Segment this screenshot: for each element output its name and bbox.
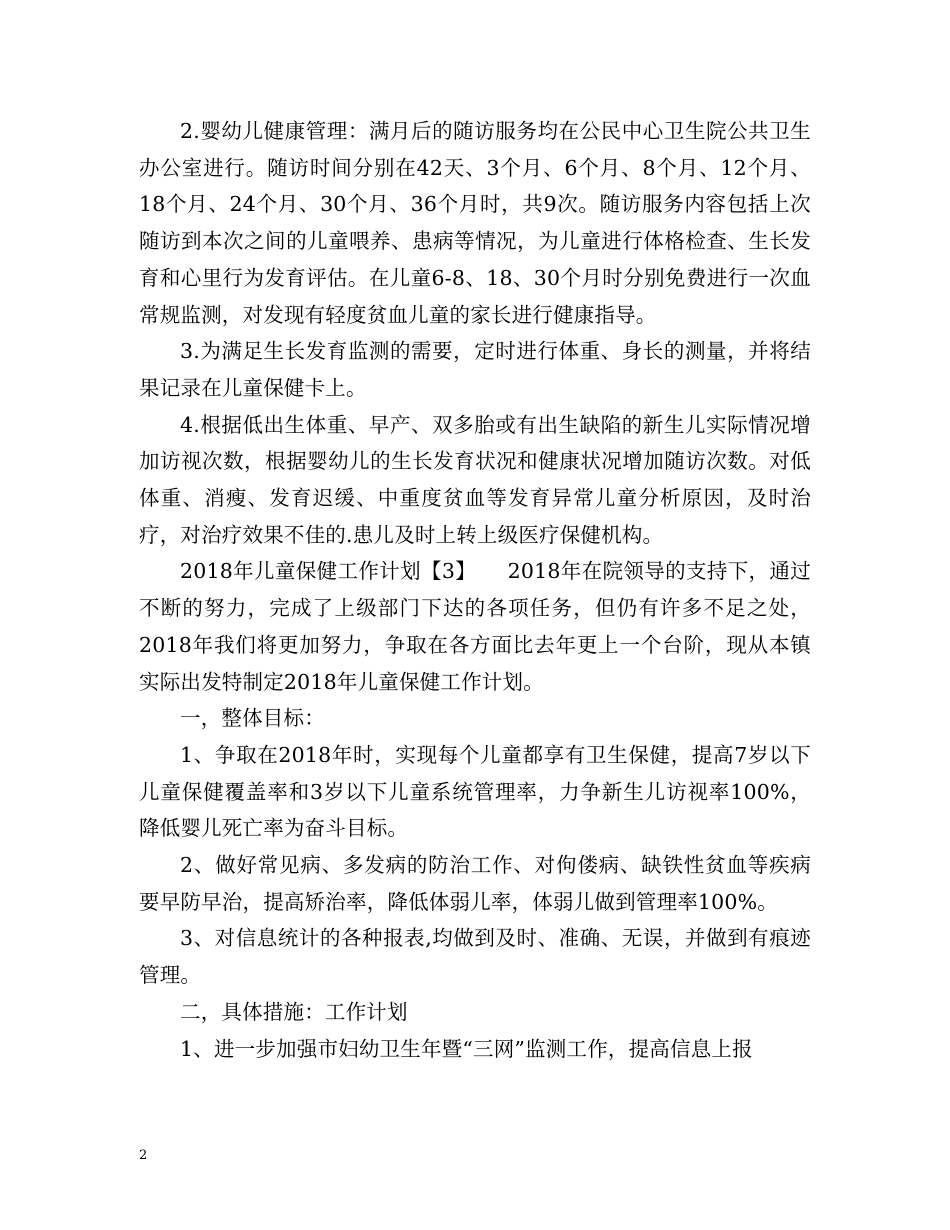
paragraph-goal-2: 2、做好常见病、多发病的防治工作、对佝偻病、缺铁性贫血等疾病要早防早治，提高矫治率，降低体弱儿率，体弱儿做到管理率100%。: [139, 853, 811, 914]
paragraph-plan-intro: 2018年儿童保健工作计划【3】 2018年在院领导的支持下，通过不断的努力，完成了上级部门下达的各项任务，但仍有许多不足之处，2018年我们将更加努力，争取在各方面比去年更上一个台阶，现从本镇实际出发特制定2018年儿童保健工作计划。: [139, 559, 811, 694]
paragraph-growth-monitoring: 3.为满足生长发育监测的需要，定时进行体重、身长的测量，并将结果记录在儿童保健卡上。: [139, 339, 811, 400]
heading-overall-goals: 一，整体目标：: [180, 706, 325, 731]
paragraph-measure-1: 1、进一步加强市妇幼卫生年暨“三网”监测工作，提高信息上报: [180, 1036, 753, 1061]
heading-specific-measures: 二，具体措施：工作计划: [180, 999, 408, 1024]
paragraph-additional-visits: 4.根据低出生体重、早产、双多胎或有出生缺陷的新生儿实际情况增加访视次数，根据婴幼儿的生长发育状况和健康状况增加随访次数。对低体重、消瘦、发育迟缓、中重度贫血等发育异常儿童分析原因，及时治疗，对治疗效果不佳的.患儿及时上转上级医疗保健机构。: [139, 412, 811, 547]
paragraph-goal-3: 3、对信息统计的各种报表,均做到及时、准确、无误，并做到有痕迹管理。: [139, 926, 811, 988]
document-body: [139, 113, 825, 1067]
paragraph-goal-1: 1、争取在2018年时，实现每个儿童都享有卫生保健，提高7岁以下儿童保健覆盖率和3岁以下儿童系统管理率，力争新生儿访视率100%，降低婴儿死亡率为奋斗目标。: [139, 742, 811, 841]
page-number: 2: [139, 1148, 148, 1163]
paragraph-infant-health-management: 2.婴幼儿健康管理：满月后的随访服务均在公民中心卫生院公共卫生办公室进行。随访时间分别在42天、3个月、6个月、8个月、12个月、 18个月、24个月、30个月、36个月时，共9次。随访服务内容包括上次随访到本次之间的儿童喂养、患病等情况，为儿童进行体格检查、生长发育和心里行为发育评估。在儿童6-8、18、30个月时分别免费进行一次血常规监测，对发现有轻度贫血儿童的家长进行健康指导。: [139, 119, 825, 327]
